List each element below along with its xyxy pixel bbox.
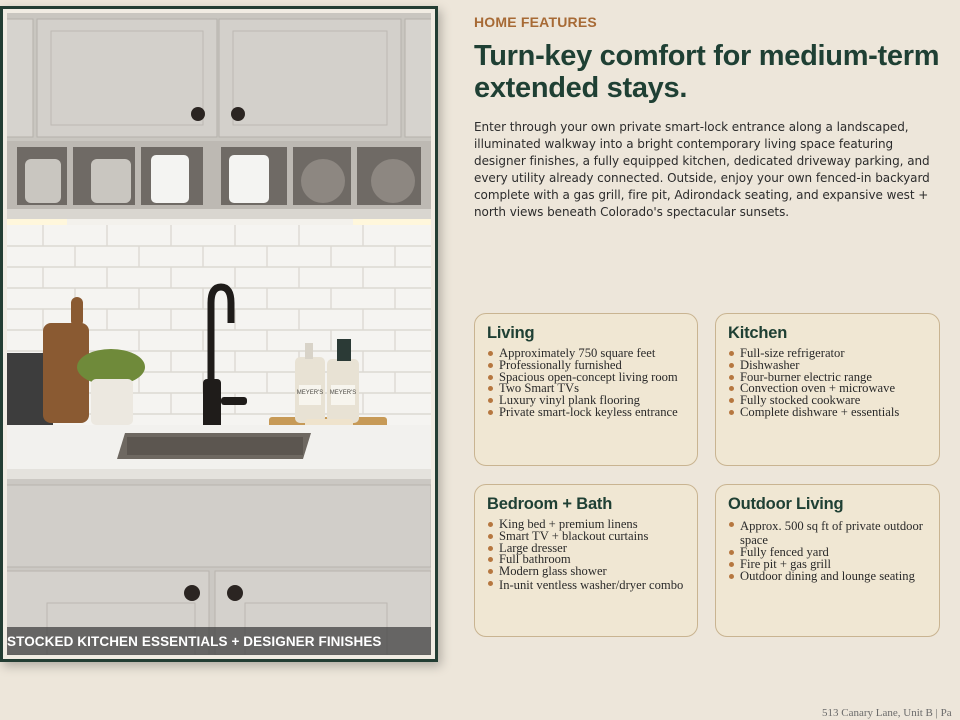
intro-paragraph: Enter through your own private smart-lock entrance along a landscaped, illuminated walkway into a bright contemporary living space featuring designer finishes, a fully equipped kitchen, dedicated driveway parking, and every utility already connected. Outside, enjoy your own fenced-in backyard complete with a gas grill, fire pit, Adirondack seating, and expansive west + north views beneath Colorado's spectacular sunsets. [474,120,930,219]
bullet-dot-icon [488,522,493,527]
photo-frame [0,6,438,662]
photo-caption: STOCKED KITCHEN ESSENTIALS + DESIGNER FINISHES [7,633,382,649]
bullet-dot-icon [729,386,734,391]
bullet-dot-icon [488,375,493,380]
list-item-text: Approx. 500 sq ft of private outdoor space [740,519,923,547]
list-item-text: Complete dishware + essentials [740,404,900,419]
card-title: Kitchen [728,324,788,342]
feature-list [487,519,685,593]
feature-list [728,348,927,419]
bullet-dot-icon [729,562,734,567]
list-item-text: Full-size refrigerator [740,346,845,360]
card-title: Living [487,324,535,342]
bullet-dot-icon [729,550,734,555]
kitchen-illustration [7,13,431,655]
list-item [728,568,927,583]
list-item-text: Convection oven + microwave [740,381,896,396]
list-item-text: Fully stocked cookware [740,393,861,408]
list-item-text: Professionally furnished [499,357,622,372]
bullet-dot-icon [729,363,734,368]
kitchen-photo [3,9,435,659]
list-item-text: Spacious open-concept living room [499,369,678,384]
list-item-text: Fully fenced yard [740,545,829,559]
list-item [487,578,685,593]
bullet-dot-icon [488,363,493,368]
card-title: Bedroom + Bath [487,495,613,513]
list-item [487,404,685,419]
bullet-dot-icon [729,351,734,356]
soap-label-right: MEYER'S [329,390,357,396]
feature-card-bedroom-bath [474,484,698,637]
list-item [728,519,927,547]
bullet-dot-icon [488,569,493,574]
bullet-dot-icon [488,398,493,403]
bullet-dot-icon [488,581,493,586]
bullet-dot-icon [488,410,493,415]
list-item-text: Dishwasher [740,357,800,372]
feature-list [728,519,927,582]
list-item-text: Fire pit + gas grill [740,556,832,571]
bullet-dot-icon [729,574,734,579]
list-item-text: Private smart-lock keyless entrance [499,404,678,419]
feature-card-kitchen [715,313,940,466]
list-item-text: Full bathroom [499,552,571,567]
bullet-dot-icon [729,410,734,415]
list-item-text: In-unit ventless washer/dryer combo [499,577,684,592]
bullet-dot-icon [488,534,493,539]
list-item-text: Two Smart TVs [499,381,580,396]
card-title: Outdoor Living [728,495,844,513]
bullet-dot-icon [488,386,493,391]
bullet-dot-icon [729,522,734,527]
page-footer-address: 513 Canary Lane, Unit B | Pa [822,707,952,719]
list-item-text: Modern glass shower [499,564,607,579]
section-eyebrow: HOME FEATURES [474,14,597,30]
feature-card-living [474,313,698,466]
list-item-text: King bed + premium linens [499,517,638,531]
bullet-dot-icon [488,557,493,562]
photo-caption-bar [7,627,431,655]
soap-label-left: MEYER'S [296,390,324,396]
bullet-dot-icon [729,398,734,403]
feature-card-outdoor-living [715,484,940,637]
list-item [487,566,685,578]
list-item-text: Approximately 750 square feet [499,346,656,360]
bullet-dot-icon [488,351,493,356]
list-item-text: Outdoor dining and lounge seating [740,568,915,583]
bullet-dot-icon [488,546,493,551]
list-item-text: Smart TV + blackout curtains [499,528,649,543]
list-item-text: Luxury vinyl plank flooring [499,393,640,408]
list-item [728,404,927,419]
feature-list [487,348,685,419]
page-headline: Turn-key comfort for medium-term extended stays. [474,40,940,104]
list-item-text: Four-burner electric range [740,369,872,384]
bullet-dot-icon [729,375,734,380]
list-item-text: Large dresser [499,540,567,555]
